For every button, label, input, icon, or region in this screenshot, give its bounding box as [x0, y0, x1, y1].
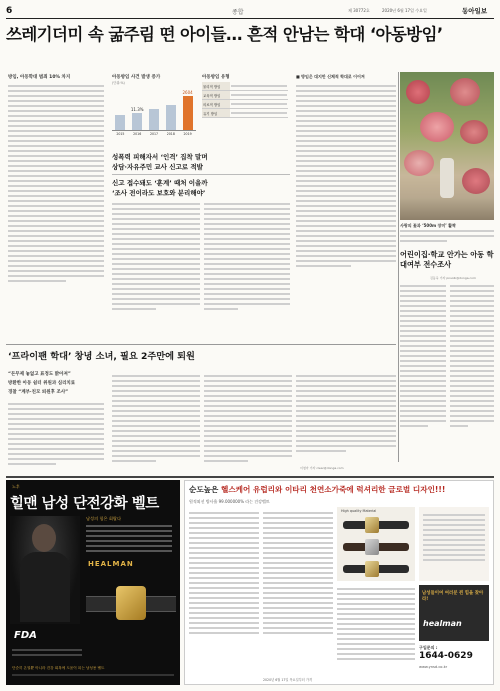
sidebar-headline: 성폭력 피해자서 ‘인격’ 집착 말며 [112, 153, 208, 161]
mid-subhead: ■ 방임은 대지만 신체적 학대로 이어져 [296, 74, 365, 79]
page-number: 6 [6, 6, 13, 16]
belt-image [86, 576, 176, 634]
phone-block[interactable] [419, 645, 489, 675]
right-headline: 어린이집·학교 안가는 아동 학대여부 전수조사 [400, 250, 494, 269]
lead-body-col3 [204, 200, 290, 313]
ad-tag: 노후 [12, 484, 20, 489]
table-title: 아동방임 유형 [202, 75, 230, 80]
brand-box-text: 남성들이여 여러분 쥔 힘을 찾아라! [422, 591, 484, 602]
ad-right-sub: 원적외선 방사율 99.000000% 라는 건강벨트 [189, 499, 270, 504]
table-cell: 유기 방임 [202, 109, 230, 118]
table-cell: 물리적 방임 [202, 82, 230, 91]
table-cell: 의료적 방임 [202, 100, 230, 109]
table-row [202, 91, 288, 100]
ad-left-note: 단순히 온열뿐 아니라 건강 회복에 도움이 되는 남성용 벨트 [12, 666, 105, 670]
lead-body-col1 [8, 82, 104, 285]
section-name: 종합 [232, 9, 244, 16]
ad-right[interactable] [184, 480, 494, 685]
table-row [202, 100, 288, 109]
ad-footer: 2020년 6월 17일 목요일부터 가격 [263, 678, 313, 682]
phone-label: 구입문의 : [419, 645, 438, 650]
chart-x-labels [112, 132, 196, 138]
chart-title: 아동방임 사건 발생 증가 [112, 75, 161, 80]
second-body-col4 [296, 372, 396, 455]
site-link[interactable]: www.ynsd.co.kr [419, 665, 448, 669]
right-body-col2 [450, 282, 494, 430]
chart-x-tick: 2018 [166, 132, 175, 136]
sidebar-headline: 신고 접수돼도 ‘훈계’ 때처 이을까 [112, 179, 208, 187]
second-body-col3 [204, 372, 292, 465]
lead-chart [108, 74, 198, 146]
edition-number: 제 30772호 [348, 8, 370, 13]
masthead [6, 6, 494, 19]
byline: 김동욱 기자 pnsolk@donga.com [430, 276, 476, 280]
chart-bar [149, 109, 159, 130]
ad-right-body [189, 509, 259, 637]
ad-right-body-2 [263, 509, 333, 637]
brand-name: healman [423, 619, 462, 628]
paper-name: 동아일보 [462, 7, 488, 15]
second-body-col1 [8, 400, 104, 468]
chart-data-label: 11.3% [130, 107, 144, 113]
chart-plot [112, 88, 196, 131]
ad-right-body-3 [337, 585, 415, 663]
issue-date: 2020년 6월 17일 수요일 [382, 8, 427, 13]
lead-body-col2 [112, 200, 200, 313]
product-photo [337, 507, 415, 581]
chart-data-label: 2604 [182, 90, 193, 96]
second-decks [8, 370, 108, 397]
second-deck: 방환한 아동 쉼터 위원과 심리치료 [8, 381, 76, 386]
right-body-col1 [400, 282, 446, 430]
fda-mark: FDA [14, 630, 37, 641]
second-headline: ‘프라이팬 학대’ 창녕 소녀, 필요 2주만에 퇴원 [8, 351, 195, 362]
chart-bar [132, 113, 142, 130]
phone-number[interactable]: 1644-0629 [419, 651, 473, 661]
ad-left-headline: 힐맨 남성 단전강화 벨트 [10, 496, 159, 512]
ad-right-headline-main: 헬스케어 유럽리와 이타리 천연소가죽에 럭셔리한 글로벌 디자인!!! [221, 485, 446, 494]
rose-photo [400, 72, 494, 220]
lead-headline: 쓰레기더미 속 굶주림 떤 아이들… 흔적 안남는 학대 ‘아동방임’ [6, 25, 443, 44]
ad-left-brand: HEALMAN [88, 560, 134, 568]
lead-kicker: 방임, 아동학대 범죄 10% 차지 [8, 75, 71, 80]
product-tag: High quality Material [341, 509, 377, 513]
ad-left[interactable] [6, 480, 180, 685]
chart-x-tick: 2016 [133, 132, 142, 136]
sidebar-headline: 상담·자유주민 교사 신고로 적발 [112, 163, 203, 171]
chart-x-tick: 2019 [183, 132, 192, 136]
table-cell: 교육적 방임 [202, 91, 230, 100]
second-deck: “돈무제 놓없고 표정도 밝아져” [8, 372, 71, 377]
second-deck: 경찰 “계부·친모 퇴원후 조사” [8, 390, 69, 395]
ad-left-sub: 남성의 힘은 회랄다 [86, 516, 122, 521]
chart-x-tick: 2017 [149, 132, 159, 136]
model-photo [10, 516, 80, 624]
chart-bar [183, 96, 193, 130]
brand-box [419, 585, 489, 641]
photo-caption-body [400, 227, 494, 245]
chart-bar [115, 115, 125, 130]
ad-info-box [419, 507, 489, 581]
chart-x-tick: 2015 [116, 132, 125, 136]
sidebar-headlines [112, 152, 290, 198]
photo-caption: 사랑의 꽃과 ‘500m 장미’ 활짝 [400, 223, 456, 228]
ad-right-headline-prefix: 순도높은 [189, 485, 219, 494]
table-row [202, 82, 288, 91]
table-row [202, 109, 288, 118]
ad-right-headline [189, 485, 489, 495]
chart-bar [166, 105, 176, 130]
chart-unit: (단위:%) [112, 81, 125, 85]
byline: 이청아 기자 clear@donga.com [300, 466, 344, 470]
second-body-col2 [112, 372, 200, 465]
lead-body-col4 [296, 82, 396, 270]
sidebar-headline: ‘조사 전이라도 보호와 분리해야’ [112, 189, 206, 197]
lead-table [200, 74, 290, 146]
neglect-types-table [202, 82, 288, 118]
